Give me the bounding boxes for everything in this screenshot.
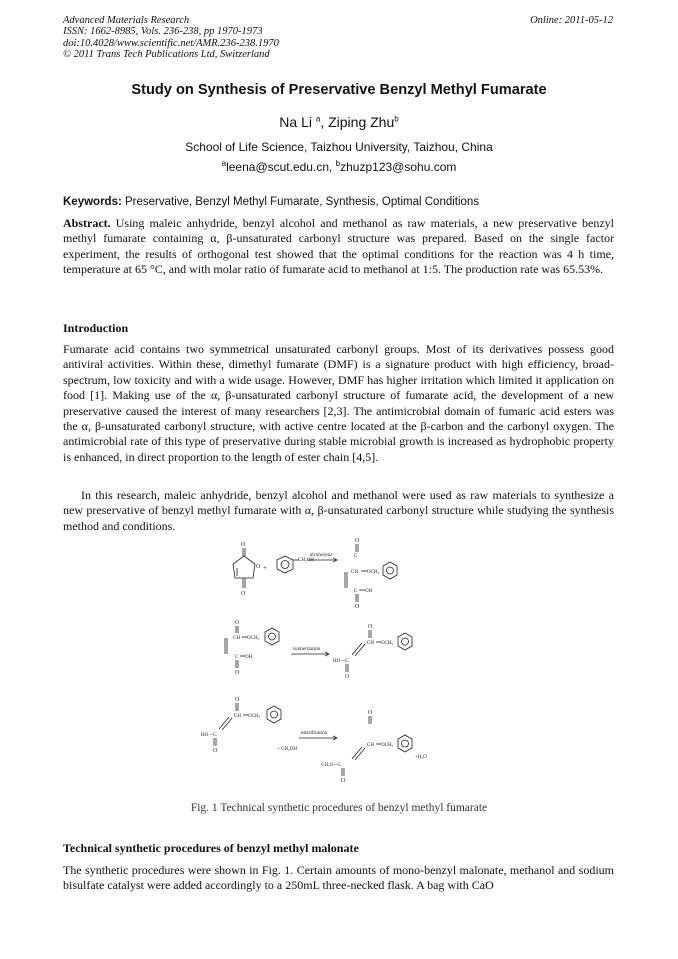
label-oh: OH (365, 589, 373, 594)
copyright-line: © 2011 Trans Tech Publications Ltd, Switzerland (63, 49, 270, 61)
section-heading-synthesis: Technical synthetic procedures of benzyl methyl malonate (63, 841, 359, 855)
author-2: Ziping Zhu (324, 114, 395, 130)
email-a[interactable]: leena@scut.edu.cn (226, 160, 329, 174)
label-plus-h2o: +H₂O (415, 755, 427, 760)
label-ch: CH (351, 570, 358, 575)
label-ch: CH (367, 743, 374, 748)
email-b[interactable]: zhuzp123@sohu.com (340, 160, 457, 174)
paper-title: Study on Synthesis of Preservative Benzyl Methyl Fumarate (131, 82, 547, 98)
abstract (63, 216, 614, 278)
benzyl-alcohol-structure (277, 556, 314, 573)
label-ho-c: HO—C (333, 659, 349, 664)
section-heading-introduction: Introduction (63, 321, 129, 335)
label-o: O (235, 670, 240, 676)
intro-paragraph-2: In this research, maleic anhydride, benzyl alcohol and methanol were used as raw materials to synthesize a new preservative of benzyl methyl fumarate with α, β-unsaturated carbonyl structure while studying the synthesis method and conditions. (63, 488, 614, 533)
issn-line: ISSN: 1662-8985, Vols. 236-238, pp 1970-1973 (63, 26, 263, 38)
reaction-scheme-figure (195, 538, 440, 788)
abstract-text: Using maleic anhydride, benzyl alcohol and methanol as raw materials, a new preservative benzyl methyl fumarate containing α, β-unsaturated carbonyl structure was prepared. Based on the single factor experiment, the results of orthogonal test showed that the optimal conditions for the reaction was 4 h time, temperature at 65 °C, and with molar ratio of fumarate acid to methanol at 1:5. The production rate was 65.53%. (63, 216, 614, 277)
author-1-affil-mark: a (315, 114, 321, 124)
section2-paragraph-1: The synthetic procedures were shown in Fig. 1. Certain amounts of mono-benzyl malonate, methanol and sodium bisulfate catalyst were added accordingly to a 250mL three-necked flask. A bag with CaO (63, 863, 614, 893)
label-esterification: esterification (301, 731, 328, 736)
label-ch: CH (233, 636, 240, 641)
journal-name: Advanced Materials Research (63, 15, 190, 26)
figure-caption: Fig. 1 Technical synthetic procedures of benzyl methyl fumarate (190, 802, 488, 814)
label-o: O (368, 710, 373, 716)
intro-paragraph-1: Fumarate acid contains two symmetrical unsaturated carbonyl groups. Most of its derivatives possess good antiviral activities. Within these, dimethyl fumarate (DMF) is a signature product with high efficiency, broad-spectrum, low toxicity and with a wide usage. However, DMF has higher irritation which limited it application on food [1]. Making use of the α, β-unsaturated carbonyl structure of fumarate acid, the development of a new preservative caused the interest of many researchers [2,3]. The antimicrobial domain of fumaric acid esters was the α, β-unsaturated carbonyl structure, with active centre located at the β-carbon and the carbonyl oxygen. The antimicrobial rate of this type of preservative during stable microbial growth is increased as hydrophobic property is enhanced, in direct proportion to the length of ester chain [4,5]. (63, 342, 614, 464)
label-o: O (341, 778, 346, 784)
keywords (63, 196, 623, 208)
label-ch: CH (367, 641, 374, 646)
label-och2: OCH₂ (381, 743, 394, 748)
email-a-mark: a (221, 159, 227, 168)
plus-sign: + (263, 564, 267, 572)
label-c: C (354, 554, 358, 559)
label-ch: CH (234, 714, 241, 719)
label-o: O (355, 604, 360, 610)
fumarate-structure-row3 (201, 697, 281, 754)
author-1: Na Li (279, 114, 312, 130)
label-o: O (256, 564, 261, 570)
maleate-structure-row2 (225, 620, 279, 676)
label-o: O (235, 620, 240, 626)
label-isomerization: isomerization (293, 647, 321, 652)
label-o: O (345, 674, 350, 680)
fumarate-structure-row2 (333, 624, 412, 680)
affiliation: School of Life Science, Taizhou University, Taizhou, China (185, 140, 493, 154)
label-c: C (354, 589, 358, 594)
label-och2: OCH₂ (248, 714, 261, 719)
label-o: O (241, 542, 246, 548)
label-o: O (235, 697, 240, 703)
label-o: O (368, 624, 373, 630)
keywords-text: Preservative, Benzyl Methyl Fumarate, Synthesis, Optimal Conditions (121, 196, 480, 208)
label-plus-ch3oh: + CH₃OH (277, 747, 297, 752)
abstract-label: Abstract. (63, 216, 111, 230)
label-och2: OCH₂ (381, 641, 394, 646)
keywords-label: Keywords: (63, 196, 122, 208)
label-ho-c: HO—C (201, 733, 217, 738)
benzyl-methyl-fumarate-structure (321, 710, 412, 784)
author-separator: , (320, 114, 325, 130)
author-2-affil-mark: b (394, 114, 399, 124)
journal-header (63, 15, 613, 61)
label-o: O (213, 748, 218, 754)
label-ch3o-c: CH₃O—C (321, 763, 342, 768)
label-alcoholysis: alcoholysis (310, 553, 333, 558)
author-line (0, 114, 678, 130)
doi-line: doi:10.4028/www.scientific.net/AMR.236-238.1970 (63, 37, 279, 49)
label-ch2oh: CH₂OH (298, 558, 314, 563)
label-och2: OCH₂ (367, 570, 380, 575)
label-c: C (235, 655, 239, 660)
maleic-anhydride-structure (233, 542, 261, 597)
online-date: Online: 2011-05-12 (530, 15, 613, 26)
label-o: O (355, 538, 360, 544)
mono-benzyl-maleate-structure (345, 538, 397, 610)
email-separator: , (329, 160, 336, 174)
label-oh: OH (245, 655, 253, 660)
email-line (0, 160, 678, 174)
email-b-mark: b (335, 159, 341, 168)
label-och2: OCH₂ (247, 636, 260, 641)
label-o: O (241, 591, 246, 597)
